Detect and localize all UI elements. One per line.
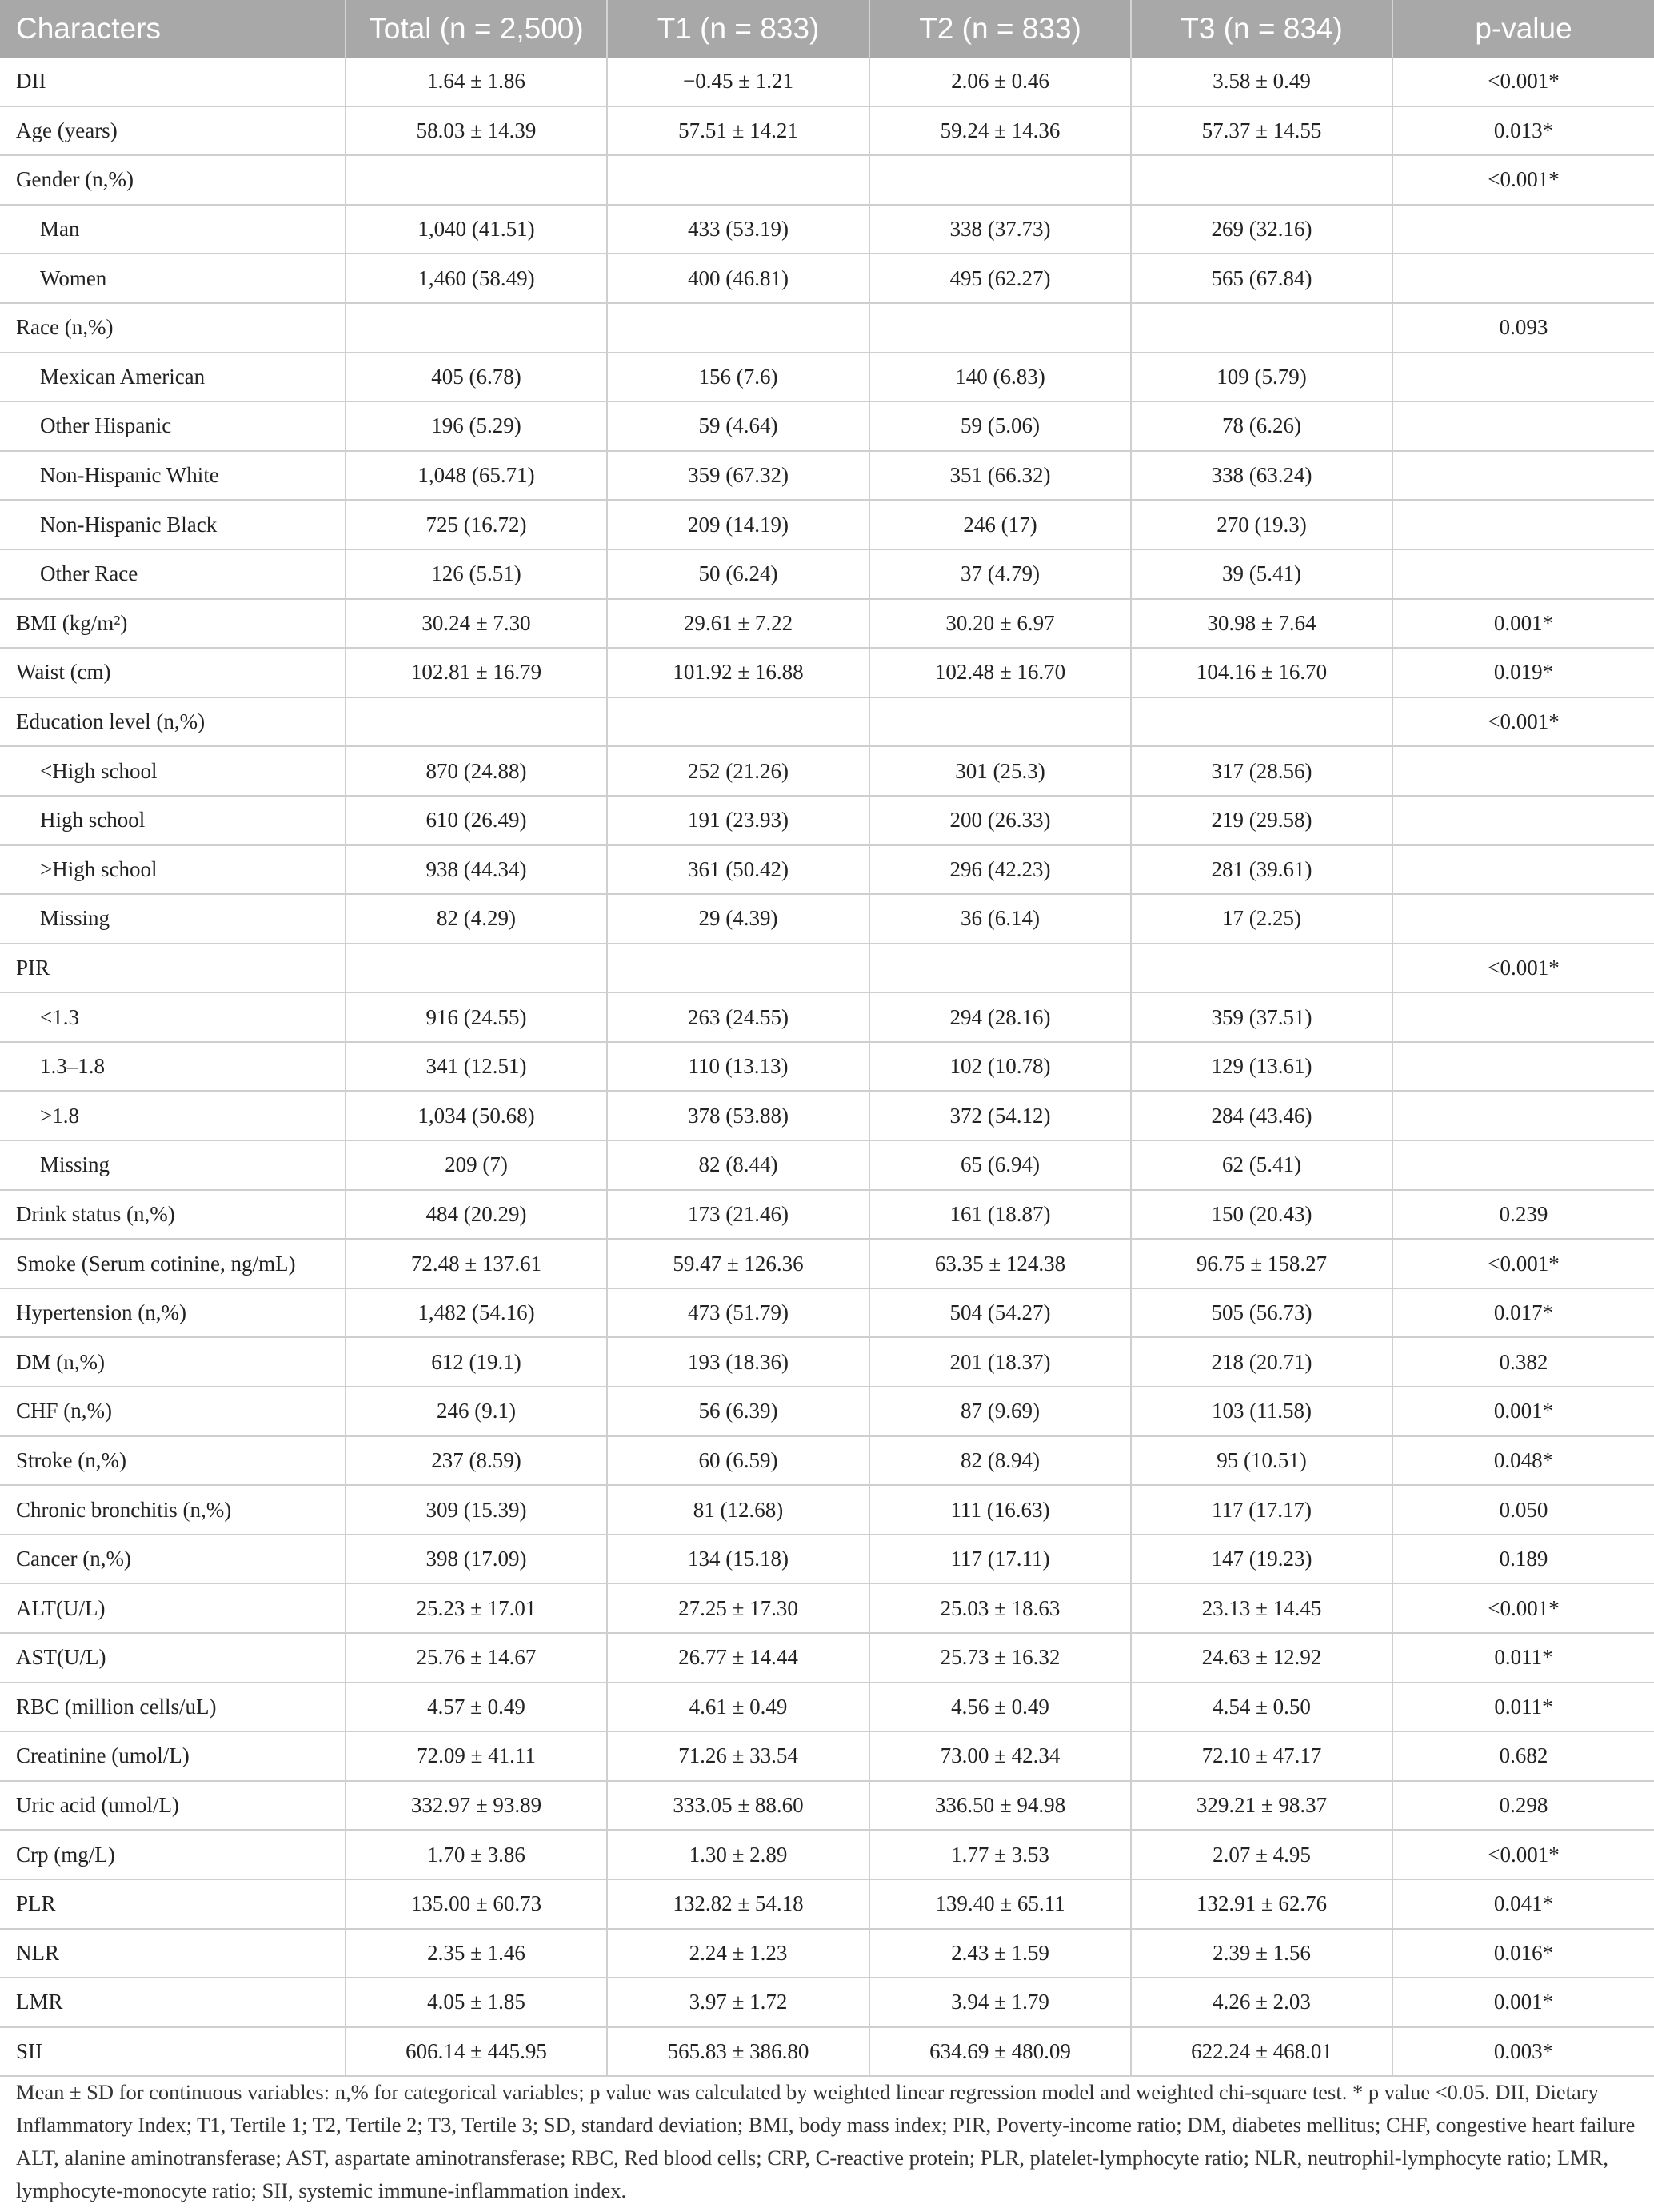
cell-t3: 132.91 ± 62.76	[1131, 1879, 1392, 1929]
row-label: Non-Hispanic White	[0, 451, 346, 501]
cell-t3: 284 (43.46)	[1131, 1091, 1392, 1140]
cell-p-value: <0.001*	[1392, 155, 1654, 205]
table-row	[0, 1929, 1654, 1978]
cell-t2: 59.24 ± 14.36	[869, 106, 1131, 156]
row-label: Missing	[0, 894, 346, 944]
cell-total	[346, 944, 607, 993]
cell-t3: 218 (20.71)	[1131, 1337, 1392, 1387]
header-characters: Characters	[0, 0, 346, 58]
cell-p-value: 0.003*	[1392, 2027, 1654, 2077]
cell-t2: 30.20 ± 6.97	[869, 599, 1131, 649]
row-label: Chronic bronchitis (n,%)	[0, 1485, 346, 1535]
cell-t1: 132.82 ± 54.18	[607, 1879, 869, 1929]
cell-t1: −0.45 ± 1.21	[607, 58, 869, 106]
cell-total: 135.00 ± 60.73	[346, 1879, 607, 1929]
table-row	[0, 2027, 1654, 2077]
cell-t2: 37 (4.79)	[869, 549, 1131, 599]
row-label: NLR	[0, 1929, 346, 1978]
cell-t3: 109 (5.79)	[1131, 353, 1392, 402]
row-label: >1.8	[0, 1091, 346, 1140]
row-label: LMR	[0, 1978, 346, 2027]
table-row	[0, 1091, 1654, 1140]
cell-p-value	[1392, 549, 1654, 599]
table-row	[0, 1387, 1654, 1436]
cell-p-value: 0.093	[1392, 303, 1654, 353]
header-p-value: p-value	[1392, 0, 1654, 58]
cell-total: 405 (6.78)	[346, 353, 607, 402]
row-label: Stroke (n,%)	[0, 1436, 346, 1486]
cell-t1: 173 (21.46)	[607, 1190, 869, 1240]
row-label: Non-Hispanic Black	[0, 500, 346, 549]
row-label: <High school	[0, 746, 346, 796]
cell-t2: 25.03 ± 18.63	[869, 1583, 1131, 1633]
cell-total	[346, 697, 607, 747]
cell-total: 484 (20.29)	[346, 1190, 607, 1240]
cell-p-value	[1392, 1140, 1654, 1190]
cell-total: 1.70 ± 3.86	[346, 1830, 607, 1879]
cell-t2: 65 (6.94)	[869, 1140, 1131, 1190]
cell-total: 2.35 ± 1.46	[346, 1929, 607, 1978]
cell-t3: 150 (20.43)	[1131, 1190, 1392, 1240]
table-row	[0, 992, 1654, 1042]
table-row	[0, 1239, 1654, 1288]
cell-total: 1,040 (41.51)	[346, 205, 607, 254]
cell-t1: 57.51 ± 14.21	[607, 106, 869, 156]
cell-t2: 301 (25.3)	[869, 746, 1131, 796]
cell-t1: 110 (13.13)	[607, 1042, 869, 1092]
cell-total: 82 (4.29)	[346, 894, 607, 944]
cell-t3	[1131, 303, 1392, 353]
cell-t2	[869, 155, 1131, 205]
cell-t3	[1131, 155, 1392, 205]
cell-t3: 4.26 ± 2.03	[1131, 1978, 1392, 2027]
cell-p-value: <0.001*	[1392, 58, 1654, 106]
cell-t3: 505 (56.73)	[1131, 1288, 1392, 1338]
table-row	[0, 58, 1654, 106]
cell-total: 25.23 ± 17.01	[346, 1583, 607, 1633]
table-row	[0, 1683, 1654, 1732]
cell-total: 332.97 ± 93.89	[346, 1781, 607, 1831]
cell-p-value: <0.001*	[1392, 697, 1654, 747]
cell-total: 1,048 (65.71)	[346, 451, 607, 501]
cell-p-value	[1392, 746, 1654, 796]
cell-t1: 433 (53.19)	[607, 205, 869, 254]
cell-t2: 25.73 ± 16.32	[869, 1633, 1131, 1683]
row-label: 1.3–1.8	[0, 1042, 346, 1092]
cell-t3: 30.98 ± 7.64	[1131, 599, 1392, 649]
table-row	[0, 1879, 1654, 1929]
cell-t2: 87 (9.69)	[869, 1387, 1131, 1436]
cell-t2: 351 (66.32)	[869, 451, 1131, 501]
cell-t1: 26.77 ± 14.44	[607, 1633, 869, 1683]
table-row	[0, 155, 1654, 205]
table-row	[0, 648, 1654, 697]
cell-t1: 1.30 ± 2.89	[607, 1830, 869, 1879]
cell-t3: 62 (5.41)	[1131, 1140, 1392, 1190]
table-row	[0, 599, 1654, 649]
row-label: Race (n,%)	[0, 303, 346, 353]
header-row	[0, 0, 1654, 58]
row-label: CHF (n,%)	[0, 1387, 346, 1436]
cell-t1: 50 (6.24)	[607, 549, 869, 599]
cell-t2: 372 (54.12)	[869, 1091, 1131, 1140]
table-row	[0, 1436, 1654, 1486]
cell-t2	[869, 944, 1131, 993]
table-row	[0, 1633, 1654, 1683]
cell-t3: 24.63 ± 12.92	[1131, 1633, 1392, 1683]
table-row	[0, 1535, 1654, 1584]
table-row	[0, 1830, 1654, 1879]
cell-t3: 622.24 ± 468.01	[1131, 2027, 1392, 2077]
cell-total: 1,482 (54.16)	[346, 1288, 607, 1338]
cell-t2: 82 (8.94)	[869, 1436, 1131, 1486]
cell-t2: 73.00 ± 42.34	[869, 1731, 1131, 1781]
cell-t1	[607, 944, 869, 993]
cell-total: 612 (19.1)	[346, 1337, 607, 1387]
table-row	[0, 1042, 1654, 1092]
cell-t1: 252 (21.26)	[607, 746, 869, 796]
header-t1: T1 (n = 833)	[607, 0, 869, 58]
cell-t1: 3.97 ± 1.72	[607, 1978, 869, 2027]
table-row	[0, 1781, 1654, 1831]
table-row	[0, 1288, 1654, 1338]
cell-p-value: 0.041*	[1392, 1879, 1654, 1929]
cell-total	[346, 303, 607, 353]
cell-total: 610 (26.49)	[346, 796, 607, 845]
cell-t3: 317 (28.56)	[1131, 746, 1392, 796]
cell-t1: 193 (18.36)	[607, 1337, 869, 1387]
cell-p-value	[1392, 451, 1654, 501]
table-row	[0, 697, 1654, 747]
row-label: Man	[0, 205, 346, 254]
cell-t3: 281 (39.61)	[1131, 845, 1392, 895]
cell-total: 72.09 ± 41.11	[346, 1731, 607, 1781]
row-label: AST(U/L)	[0, 1633, 346, 1683]
cell-t3: 359 (37.51)	[1131, 992, 1392, 1042]
cell-t2: 246 (17)	[869, 500, 1131, 549]
cell-t3: 95 (10.51)	[1131, 1436, 1392, 1486]
cell-t1: 29.61 ± 7.22	[607, 599, 869, 649]
cell-total: 25.76 ± 14.67	[346, 1633, 607, 1683]
cell-t1: 4.61 ± 0.49	[607, 1683, 869, 1732]
cell-t3: 219 (29.58)	[1131, 796, 1392, 845]
row-label: Waist (cm)	[0, 648, 346, 697]
cell-t3: 147 (19.23)	[1131, 1535, 1392, 1584]
row-label: Gender (n,%)	[0, 155, 346, 205]
cell-total: 341 (12.51)	[346, 1042, 607, 1092]
table-body	[0, 58, 1654, 2076]
cell-total: 30.24 ± 7.30	[346, 599, 607, 649]
cell-total	[346, 155, 607, 205]
cell-t1	[607, 155, 869, 205]
cell-t3: 2.07 ± 4.95	[1131, 1830, 1392, 1879]
cell-total: 4.57 ± 0.49	[346, 1683, 607, 1732]
cell-t2: 504 (54.27)	[869, 1288, 1131, 1338]
cell-t3: 3.58 ± 0.49	[1131, 58, 1392, 106]
cell-t3: 96.75 ± 158.27	[1131, 1239, 1392, 1288]
cell-p-value	[1392, 254, 1654, 303]
cell-p-value: 0.189	[1392, 1535, 1654, 1584]
cell-t3: 57.37 ± 14.55	[1131, 106, 1392, 156]
table-row	[0, 1190, 1654, 1240]
row-label: Cancer (n,%)	[0, 1535, 346, 1584]
cell-total: 237 (8.59)	[346, 1436, 607, 1486]
table-row	[0, 1485, 1654, 1535]
cell-total: 1.64 ± 1.86	[346, 58, 607, 106]
cell-total: 209 (7)	[346, 1140, 607, 1190]
cell-p-value: 0.011*	[1392, 1633, 1654, 1683]
cell-t2: 59 (5.06)	[869, 401, 1131, 451]
cell-p-value	[1392, 894, 1654, 944]
row-label: Mexican American	[0, 353, 346, 402]
cell-t1: 60 (6.59)	[607, 1436, 869, 1486]
cell-t2: 63.35 ± 124.38	[869, 1239, 1131, 1288]
cell-t2: 102 (10.78)	[869, 1042, 1131, 1092]
cell-t2	[869, 303, 1131, 353]
cell-t3: 23.13 ± 14.45	[1131, 1583, 1392, 1633]
row-label: Other Hispanic	[0, 401, 346, 451]
cell-t2	[869, 697, 1131, 747]
cell-t3	[1131, 697, 1392, 747]
table-row	[0, 1731, 1654, 1781]
table-row	[0, 303, 1654, 353]
cell-total: 126 (5.51)	[346, 549, 607, 599]
cell-p-value	[1392, 1042, 1654, 1092]
table-row	[0, 401, 1654, 451]
table-footnote: Mean ± SD for continuous variables: n,% for categorical variables; p value was calculated by weighted linear regression model and weighted chi-square test. * p value <0.05. DII, Dietary Inflammatory Index; T1, Tertile 1; T2, Tertile 2; T3, Tertile 3; SD, standard deviation; BMI, body mass index; PIR, Poverty-income ratio; DM, diabetes mellitus; CHF, congestive heart failure ALT, alanine aminotransferase; AST, aspartate aminotransferase; RBC, Red blood cells; CRP, C-reactive protein; PLR, platelet-lymphocyte ratio; NLR, neutrophil-lymphocyte ratio; LMR, lymphocyte-monocyte ratio; SII, systemic immune-inflammation index.	[16, 2080, 1636, 2202]
table-row	[0, 1337, 1654, 1387]
table-row	[0, 894, 1654, 944]
cell-total: 606.14 ± 445.95	[346, 2027, 607, 2077]
cell-t2: 111 (16.63)	[869, 1485, 1131, 1535]
cell-t3: 17 (2.25)	[1131, 894, 1392, 944]
cell-p-value: 0.016*	[1392, 1929, 1654, 1978]
row-label: ALT(U/L)	[0, 1583, 346, 1633]
cell-total: 196 (5.29)	[346, 401, 607, 451]
cell-t2: 296 (42.23)	[869, 845, 1131, 895]
cell-t1: 71.26 ± 33.54	[607, 1731, 869, 1781]
table-row	[0, 205, 1654, 254]
cell-p-value: 0.682	[1392, 1731, 1654, 1781]
cell-total: 58.03 ± 14.39	[346, 106, 607, 156]
cell-p-value	[1392, 500, 1654, 549]
cell-t2: 4.56 ± 0.49	[869, 1683, 1131, 1732]
row-label: Smoke (Serum cotinine, ng/mL)	[0, 1239, 346, 1288]
cell-total: 870 (24.88)	[346, 746, 607, 796]
table-row	[0, 1583, 1654, 1633]
cell-t3: 72.10 ± 47.17	[1131, 1731, 1392, 1781]
cell-t2: 1.77 ± 3.53	[869, 1830, 1131, 1879]
cell-t3: 2.39 ± 1.56	[1131, 1929, 1392, 1978]
cell-total: 4.05 ± 1.85	[346, 1978, 607, 2027]
cell-p-value: 0.019*	[1392, 648, 1654, 697]
cell-total: 938 (44.34)	[346, 845, 607, 895]
cell-p-value: 0.017*	[1392, 1288, 1654, 1338]
cell-p-value: <0.001*	[1392, 1239, 1654, 1288]
row-label: SII	[0, 2027, 346, 2077]
cell-p-value: 0.382	[1392, 1337, 1654, 1387]
cell-p-value: 0.001*	[1392, 599, 1654, 649]
cell-p-value: 0.048*	[1392, 1436, 1654, 1486]
cell-t1: 101.92 ± 16.88	[607, 648, 869, 697]
cell-t2: 2.06 ± 0.46	[869, 58, 1131, 106]
table-row	[0, 254, 1654, 303]
cell-p-value	[1392, 1091, 1654, 1140]
cell-p-value: 0.298	[1392, 1781, 1654, 1831]
cell-t3: 78 (6.26)	[1131, 401, 1392, 451]
cell-p-value: 0.001*	[1392, 1978, 1654, 2027]
cell-p-value: 0.239	[1392, 1190, 1654, 1240]
row-label: Drink status (n,%)	[0, 1190, 346, 1240]
header-t2: T2 (n = 833)	[869, 0, 1131, 58]
cell-t1: 333.05 ± 88.60	[607, 1781, 869, 1831]
cell-t2: 140 (6.83)	[869, 353, 1131, 402]
cell-t1: 378 (53.88)	[607, 1091, 869, 1140]
cell-total: 309 (15.39)	[346, 1485, 607, 1535]
cell-total: 725 (16.72)	[346, 500, 607, 549]
table-row	[0, 1140, 1654, 1190]
table-row	[0, 451, 1654, 501]
cell-t1: 81 (12.68)	[607, 1485, 869, 1535]
cell-p-value: <0.001*	[1392, 1830, 1654, 1879]
cell-total: 398 (17.09)	[346, 1535, 607, 1584]
cell-p-value	[1392, 992, 1654, 1042]
cell-total: 1,460 (58.49)	[346, 254, 607, 303]
cell-t2: 201 (18.37)	[869, 1337, 1131, 1387]
cell-t1: 473 (51.79)	[607, 1288, 869, 1338]
cell-t1: 263 (24.55)	[607, 992, 869, 1042]
cell-t3: 117 (17.17)	[1131, 1485, 1392, 1535]
cell-t2: 36 (6.14)	[869, 894, 1131, 944]
row-label: Uric acid (umol/L)	[0, 1781, 346, 1831]
row-label: Education level (n,%)	[0, 697, 346, 747]
row-label: Missing	[0, 1140, 346, 1190]
row-label: <1.3	[0, 992, 346, 1042]
cell-t1: 191 (23.93)	[607, 796, 869, 845]
row-label: BMI (kg/m²)	[0, 599, 346, 649]
table-row	[0, 746, 1654, 796]
row-label: Age (years)	[0, 106, 346, 156]
cell-p-value: <0.001*	[1392, 944, 1654, 993]
row-label: Women	[0, 254, 346, 303]
cell-t1: 27.25 ± 17.30	[607, 1583, 869, 1633]
row-label: Crp (mg/L)	[0, 1830, 346, 1879]
cell-t1: 29 (4.39)	[607, 894, 869, 944]
cell-t2: 102.48 ± 16.70	[869, 648, 1131, 697]
cell-total: 102.81 ± 16.79	[346, 648, 607, 697]
table-row	[0, 500, 1654, 549]
cell-t3: 104.16 ± 16.70	[1131, 648, 1392, 697]
cell-t2: 294 (28.16)	[869, 992, 1131, 1042]
header-t3: T3 (n = 834)	[1131, 0, 1392, 58]
table-row	[0, 1978, 1654, 2027]
table-row	[0, 106, 1654, 156]
cell-t2: 634.69 ± 480.09	[869, 2027, 1131, 2077]
cell-p-value: 0.050	[1392, 1485, 1654, 1535]
row-label: DII	[0, 58, 346, 106]
cell-p-value	[1392, 845, 1654, 895]
cell-t3	[1131, 944, 1392, 993]
row-label: PIR	[0, 944, 346, 993]
cell-p-value	[1392, 796, 1654, 845]
row-label: Creatinine (umol/L)	[0, 1731, 346, 1781]
cell-total: 246 (9.1)	[346, 1387, 607, 1436]
table-row	[0, 353, 1654, 402]
cell-p-value	[1392, 353, 1654, 402]
cell-p-value: 0.013*	[1392, 106, 1654, 156]
cell-p-value	[1392, 401, 1654, 451]
cell-t3: 39 (5.41)	[1131, 549, 1392, 599]
cell-total: 916 (24.55)	[346, 992, 607, 1042]
cell-t3: 129 (13.61)	[1131, 1042, 1392, 1092]
cell-p-value: <0.001*	[1392, 1583, 1654, 1633]
table-row	[0, 944, 1654, 993]
header-total: Total (n = 2,500)	[346, 0, 607, 58]
cell-t1: 59 (4.64)	[607, 401, 869, 451]
cell-p-value	[1392, 205, 1654, 254]
cell-t2: 200 (26.33)	[869, 796, 1131, 845]
cell-total: 72.48 ± 137.61	[346, 1239, 607, 1288]
cell-t1	[607, 303, 869, 353]
cell-t3: 4.54 ± 0.50	[1131, 1683, 1392, 1732]
cell-t1: 56 (6.39)	[607, 1387, 869, 1436]
cell-t1: 82 (8.44)	[607, 1140, 869, 1190]
row-label: Hypertension (n,%)	[0, 1288, 346, 1338]
cell-t1: 565.83 ± 386.80	[607, 2027, 869, 2077]
cell-t3: 270 (19.3)	[1131, 500, 1392, 549]
cell-t1: 400 (46.81)	[607, 254, 869, 303]
table-row	[0, 549, 1654, 599]
cell-t1: 359 (67.32)	[607, 451, 869, 501]
cell-p-value: 0.011*	[1392, 1683, 1654, 1732]
cell-t3: 269 (32.16)	[1131, 205, 1392, 254]
cell-t2: 139.40 ± 65.11	[869, 1879, 1131, 1929]
cell-t2: 495 (62.27)	[869, 254, 1131, 303]
cell-t1	[607, 697, 869, 747]
cell-t2: 338 (37.73)	[869, 205, 1131, 254]
cell-t1: 2.24 ± 1.23	[607, 1929, 869, 1978]
cell-t2: 3.94 ± 1.79	[869, 1978, 1131, 2027]
cell-p-value: 0.001*	[1392, 1387, 1654, 1436]
cell-t2: 2.43 ± 1.59	[869, 1929, 1131, 1978]
row-label: DM (n,%)	[0, 1337, 346, 1387]
cell-t1: 59.47 ± 126.36	[607, 1239, 869, 1288]
table-row	[0, 796, 1654, 845]
cell-t2: 117 (17.11)	[869, 1535, 1131, 1584]
row-label: PLR	[0, 1879, 346, 1929]
cell-t3: 329.21 ± 98.37	[1131, 1781, 1392, 1831]
cell-t1: 361 (50.42)	[607, 845, 869, 895]
cell-t2: 161 (18.87)	[869, 1190, 1131, 1240]
row-label: High school	[0, 796, 346, 845]
row-label: Other Race	[0, 549, 346, 599]
cell-t1: 134 (15.18)	[607, 1535, 869, 1584]
cell-t1: 209 (14.19)	[607, 500, 869, 549]
row-label: RBC (million cells/uL)	[0, 1683, 346, 1732]
cell-t1: 156 (7.6)	[607, 353, 869, 402]
cell-t3: 103 (11.58)	[1131, 1387, 1392, 1436]
table-row	[0, 845, 1654, 895]
cell-total: 1,034 (50.68)	[346, 1091, 607, 1140]
cell-t3: 338 (63.24)	[1131, 451, 1392, 501]
cell-t2: 336.50 ± 94.98	[869, 1781, 1131, 1831]
row-label: >High school	[0, 845, 346, 895]
cell-t3: 565 (67.84)	[1131, 254, 1392, 303]
